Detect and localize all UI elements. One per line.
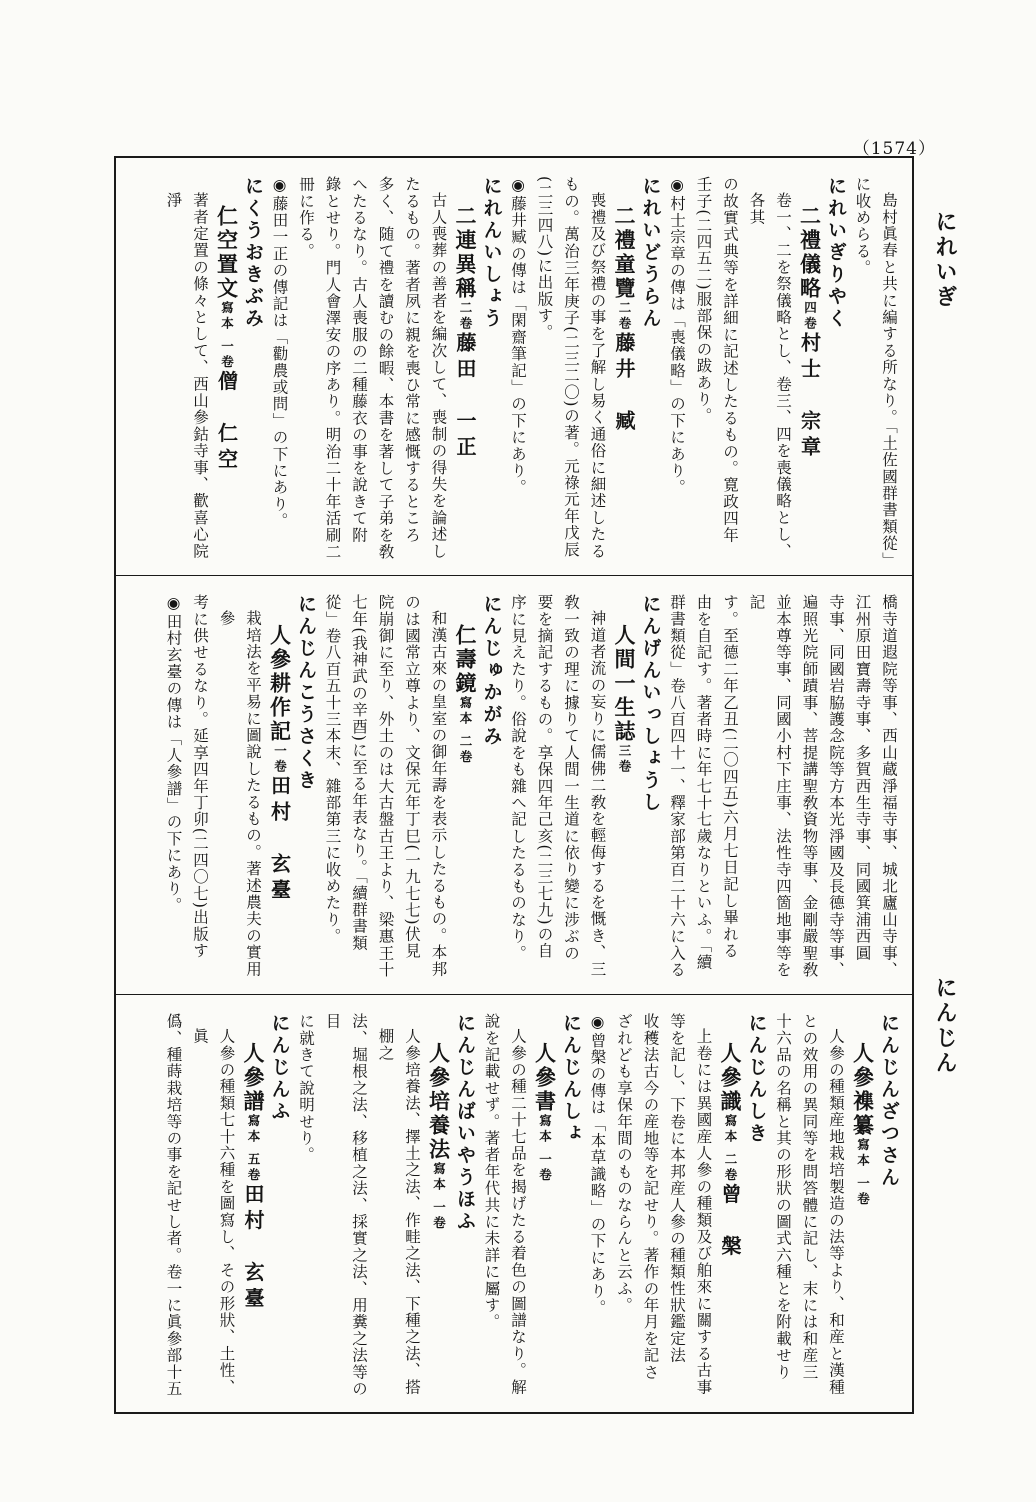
entry-text-line: 考に供せるなり。延享四年丁卯(二四〇七)出版す	[191, 594, 209, 960]
entry-text-line: 喪禮及び祭禮の事を了解し易く通俗に細述したる	[588, 191, 607, 559]
entry-author: 僧 仁空	[214, 370, 239, 475]
entry-text-line: の故實式典等を詳細に記述したるもの。寛政四年	[721, 176, 739, 544]
entry-title-line	[611, 205, 638, 565]
entry-title: 人參書	[532, 1042, 558, 1115]
entry-title-line	[796, 205, 823, 565]
entry-text-line: 人參培養法、擇土之法、作畦之法、下種之法、搭棚之	[376, 1028, 421, 1396]
entry-text-line: 院崩御に至り、外土のは大古盤古王より、梁惠王十	[376, 594, 395, 979]
entry-volumes: 二卷	[617, 301, 632, 333]
entry-text-line: 神道者流の妄りに儒佛二敎を輕侮するを慨き、三	[588, 609, 607, 978]
entry-text-line: 敎一致の理に據りて人間一生道に依り變に涉ぶの	[562, 594, 580, 962]
entry-text-line: に就きて說明せり。	[297, 1012, 315, 1163]
band-bottom	[116, 995, 912, 1412]
entry-volumes: 寫本 一卷	[855, 1138, 871, 1208]
entry-author: 田村 玄臺	[267, 774, 292, 905]
entry-title: 人參譜	[241, 1042, 266, 1115]
entry-volumes: 寫本 五卷	[246, 1114, 261, 1184]
entry-text-line: 七年(我神武の辛酉)に至る年表なり。「續群書類	[350, 594, 368, 952]
band-text	[124, 1013, 902, 1402]
entry-text-line: もの。萬治三年庚子(二三二〇)の著。元祿元年戊辰	[562, 176, 580, 558]
entry-text-line: 遍照光院師蹟事、菩提講聖敎資物等事、金剛嚴聖敎	[800, 594, 819, 979]
entry-heading-kana: にんじんこうさくき	[295, 594, 317, 793]
entry-heading-kana: にんじんざつさん	[878, 1012, 900, 1189]
entry-text-line: たるもの。著者夙に親を喪ひ常に感慨するところ	[403, 176, 421, 544]
entry-text-line: 要を摘記するもの。享保四年己亥(二三七九)の自	[535, 594, 554, 960]
entry-heading-kana: にれいぎりやく	[825, 176, 847, 330]
entry-title: 人參識	[718, 1042, 743, 1115]
entry-text-line: 從」卷八百五十三本末、雜部第三に收めたり。	[323, 594, 342, 946]
entry-heading-kana: にんげんいっしょうし	[639, 594, 662, 815]
entry-text-line: 等を記し、下卷に本邦産人參の種類性狀鑑定法	[668, 1012, 686, 1364]
entry-title: 二禮儀略	[797, 205, 823, 302]
entry-text-line: 錄とせり。門人會澤安の序あり。明治二十年活刷二	[323, 176, 342, 561]
entry-text-line: 卷一、二を祭儀略とし、卷三、四を喪儀略とし、各其	[747, 191, 792, 559]
entry-text-line: 寺事、同國岩脇護念院等方本光淨國及長德寺等事、	[827, 594, 845, 979]
entry-text-line: 由を自記す。著者時に年七十七歲なりといふ。「續	[694, 594, 713, 971]
entry-volumes: 四卷	[802, 301, 818, 333]
entry-title-line	[425, 1042, 452, 1402]
entry-heading-kana: にんじんばいやうほふ	[454, 1012, 476, 1233]
entry-text-line: のは國常立尊より、文保元年丁巳(一九七七)伏見	[403, 594, 421, 960]
entry-text-line: 序に見えたり。俗說をも雜へ記したるものなり。	[509, 594, 527, 962]
entry-text-line: 和漢古來の皇室の御年壽を表示したるもの。本邦	[429, 609, 448, 978]
entry-volumes: 二卷	[458, 301, 473, 333]
entry-heading-kana: にくうおきぶみ	[242, 176, 264, 330]
entry-title-line	[611, 624, 638, 984]
running-head-bottom: にんじん	[932, 976, 958, 1076]
entry-text-line: 法、堀根之法、移植之法、採實之法、用糞之法等の目	[323, 1012, 368, 1397]
entry-title-line	[531, 1042, 558, 1402]
entry-volumes: 一卷	[272, 743, 288, 775]
running-head-top: にれいぎ	[932, 210, 958, 310]
entry-text-line: ◉藤井臧の傳は「閑齋筆記」の下にあり。	[509, 176, 527, 496]
entry-text-line: 壬子(二四五二)服部保の跋あり。	[694, 176, 713, 425]
entry-title: 人參耕作記	[267, 623, 293, 744]
entry-text-line: 橋寺道遐院等事、西山蔵淨福寺事、城北廬山寺事、	[880, 594, 898, 979]
entry-title-line	[213, 205, 240, 565]
entry-text-line: ざれども享保年間のものならんと云ふ。	[615, 1012, 633, 1314]
entry-heading-kana: にんじんしょ	[560, 1012, 582, 1145]
entry-title-line	[717, 1042, 744, 1402]
entry-text-line: 人參の種類産地栽培製造の法等より、和産と漢種	[827, 1028, 845, 1396]
entry-title: 二連異稱	[453, 205, 478, 302]
entry-text-line: 人參の種二十七品を揭げたる着色の圖譜なり。解	[509, 1028, 527, 1396]
entry-text-line: 群書類從」卷八百四十一、釋家部第百二十六に入る	[668, 594, 686, 979]
entry-title-line	[452, 205, 479, 565]
entry-heading-kana: にれいどうらん	[639, 176, 662, 330]
entry-title: 仁空置文	[214, 205, 240, 302]
entry-volumes: 寫本 一卷	[431, 1162, 447, 1232]
entry-heading-kana: にんじゅかがみ	[480, 594, 503, 749]
entry-text-line: 僞、種蒔栽培等の事を記せし者。卷一に眞參部十五	[164, 1012, 183, 1397]
entry-text-line: 古人喪葬の善者を編次して、喪制の得失を論述し	[429, 191, 448, 559]
entry-text-line: 說を記載せず。著者年代共に未詳に屬す。	[482, 1012, 501, 1330]
entry-author: 曾 槃	[718, 1183, 742, 1262]
entry-text-line: 著者定置の條々として、西山參鈷寺事、歡喜心院淨	[164, 191, 209, 559]
entry-author: 田村 玄臺	[241, 1183, 265, 1314]
entry-title-line	[849, 1042, 876, 1402]
entry-author: 藤井 臧	[612, 332, 636, 437]
entry-text-line: へたるなり。古人喪服の二種藤衣の事を說きて附	[350, 176, 368, 544]
entry-text-line: 收穫法古今の産地等を記せり。著作の年月を記さ	[641, 1012, 660, 1381]
band-text	[124, 176, 902, 568]
entry-heading-kana: にんじんしき	[745, 1012, 768, 1145]
entry-text-line: ◉田村玄臺の傳は「人參譜」の下にあり。	[164, 594, 183, 915]
entry-text-line: との效用の異同等を問答體に記し、末には和産三	[800, 1012, 819, 1381]
entry-text-line: ◉曾槃の傳は「本草識略」の下にあり。	[588, 1012, 607, 1316]
entry-title-line	[452, 624, 479, 984]
entry-text-line: 栽培法を平易に圖說したるもの。著述農夫の實用參	[217, 609, 262, 978]
entry-text-line: 冊に作る。	[297, 176, 315, 260]
entry-text-line: ◉藤田一正の傳記は「勸農或問」の下にあり。	[270, 176, 289, 530]
entry-volumes: 寫本 一卷	[219, 301, 235, 371]
entry-text-line: に收めらる。	[853, 176, 872, 277]
entry-title: 人參培養法	[426, 1042, 452, 1163]
entry-title: 人參襍纂	[850, 1042, 876, 1139]
entry-text-line: 並本尊等事、同國小村下庄事、法性寺四箇地事等を記	[747, 594, 792, 979]
entry-text-line: 島村眞春と共に編する所なり。「土佐國群書類從」	[880, 191, 898, 568]
page-frame	[114, 156, 914, 1414]
entry-heading-kana: にれんいしょう	[480, 176, 503, 330]
entry-text-line: 多く、随て禮を讀むの餘暇、本書を著して子弟を敎	[376, 176, 395, 561]
entry-title: 二禮童覽	[612, 205, 637, 302]
entry-author: 藤田 一正	[453, 332, 477, 463]
page-number: （1574）	[852, 139, 936, 159]
entry-text-line: (二三四八)に出版す。	[535, 176, 554, 341]
entry-title-line	[266, 624, 293, 984]
entry-volumes: 三卷	[617, 743, 632, 775]
entry-title: 人間一生誌	[612, 623, 637, 744]
band-text	[124, 594, 902, 983]
entry-volumes: 寫本 二卷	[723, 1114, 738, 1184]
entry-author: 村士 宗章	[797, 332, 822, 463]
entry-title-line	[240, 1042, 267, 1402]
entry-text-line: 上卷には異國産人參の種類及び舶來に關する古事	[694, 1028, 713, 1396]
entry-text-line: す。至德二年乙丑(二〇四五)六月七日記し畢れる	[721, 594, 739, 960]
entry-text-line: ◉村士宗章の傳は「喪儀略」の下にあり。	[668, 176, 686, 496]
entry-heading-kana: にんじんふ	[268, 1012, 291, 1123]
entry-title: 仁壽鏡	[453, 623, 478, 696]
entry-volumes: 寫本 二卷	[458, 695, 473, 766]
band-top	[116, 158, 912, 576]
entry-volumes: 寫本 一卷	[537, 1114, 553, 1184]
entry-text-line: 十六品の名稱と其の形狀の圖式六種とを附載せり	[774, 1012, 792, 1381]
entry-text-line: 江州原田寶壽寺事、多賀西生寺事、同國箕浦西圓	[853, 594, 872, 962]
entry-text-line: 人參の種類七十六種を圖寫し、その形狀、土性、眞	[191, 1028, 236, 1396]
band-middle	[116, 576, 912, 994]
